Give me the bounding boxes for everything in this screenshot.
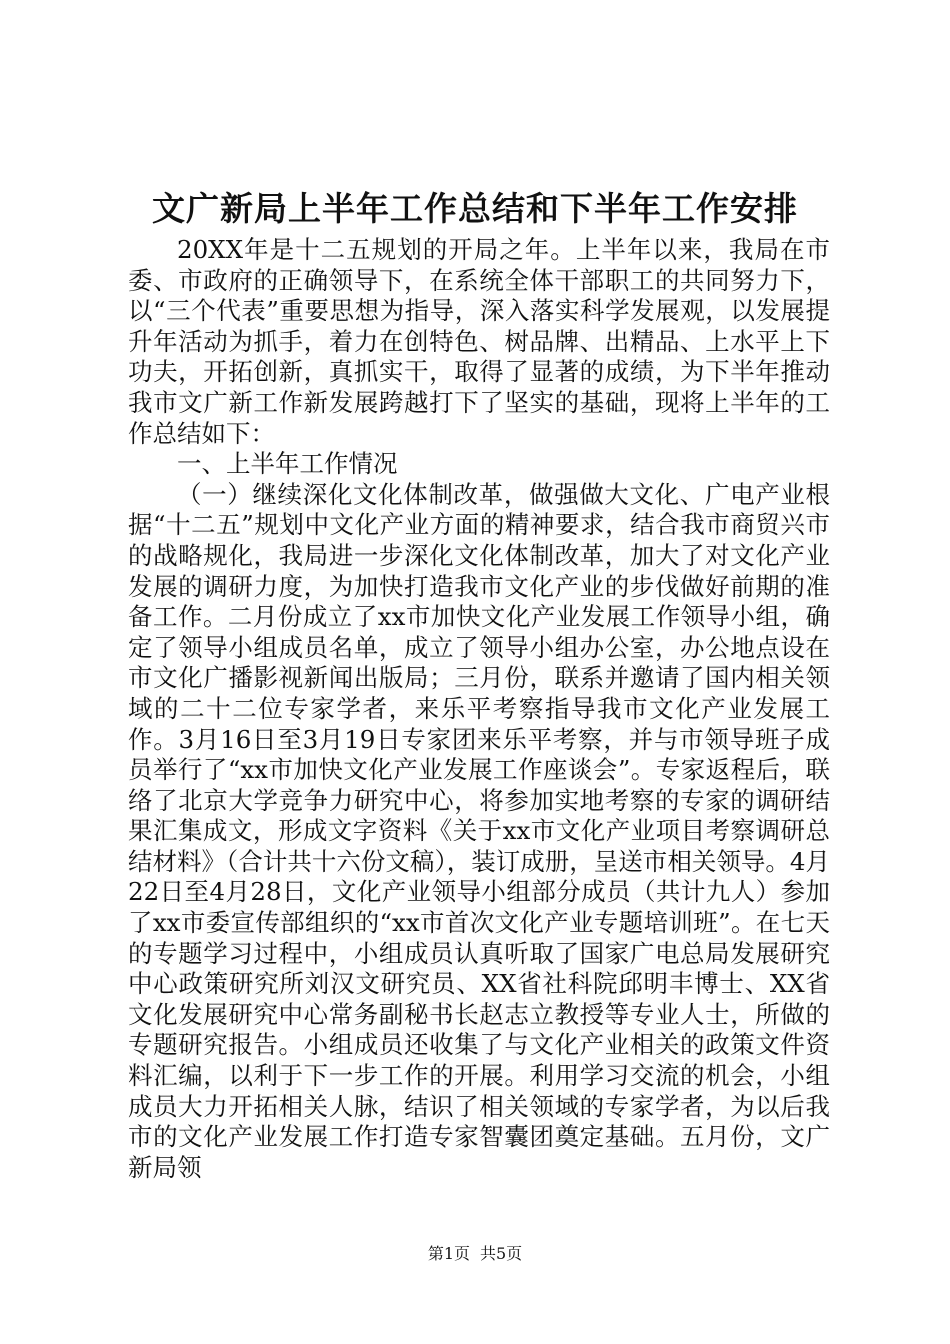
body-paragraph: （一）继续深化文化体制改革，做强做大文化、广电产业根据“十二五”规划中文化产业方面的精神要求，结合我市商贸兴市的战略规化，我局进一步深化文化体制改革，加大了对文化产业发展的调研力度，为加快打造我市文化产业的步伐做好前期的准备工作。二月份成立了xx市加快文化产业发展工作领导小组，确定了领导小组成员名单，成立了领导小组办公室，办公地点设在市文化广播影视新闻出版局；三月份，联系并邀请了国内相关领域的二十二位专家学者，来乐平考察指导我市文化产业发展工作。3月16日至3月19日专家团来乐平考察，并与市领导班子成员举行了“xx市加快文化产业发展工作座谈会”。专家返程后，联络了北京大学竞争力研究中心，将参加实地考察的专家的调研结果汇集成文，形成文字资料《关于xx市文化产业项目考察调研总结材料》（合计共十六份文稿），装订成册，呈送市相关领导。4月22日至4月28日，文化产业领导小组部分成员（共计九人）参加了xx市委宣传部组织的“xx市首次文化产业专题培训班”。在七天的专题学习过程中，小组成员认真听取了国家广电总局发展研究中心政策研究所刘汉文研究员、XX省社科院邱明丰博士、XX省文化发展研究中心常务副秘书长赵志立教授等专业人士，所做的专题研究报告。小组成员还收集了与文化产业相关的政策文件资料汇编，以利于下一步工作的开展。利用学习交流的机会，小组成员大力开拓相关人脉，结识了相关领域的专家学者，为以后我市的文化产业发展工作打造专家智囊团奠定基础。五月份，文广新局领 [128,479,830,1182]
section-heading: 一、上半年工作情况 [177,449,398,479]
document-body [128,235,830,1183]
page-footer [0,1242,950,1266]
page-number: 第1页 [427,1244,470,1263]
intro-paragraph: 20XX年是十二五规划的开局之年。上半年以来，我局在市委、市政府的正确领导下，在系统全体干部职工的共同努力下，以“三个代表”重要思想为指导，深入落实科学发展观，以发展提升年活动为抓手，着力在创特色、树品牌、出精品、上水平上下功夫，开拓创新，真抓实干，取得了显著的成绩，为下半年推动我市文广新工作新发展跨越打下了坚实的基础，现将上半年的工作总结如下： [128,235,830,448]
document-title: 文广新局上半年工作总结和下半年工作安排 [152,189,798,228]
page-total: 共5页 [480,1244,523,1263]
